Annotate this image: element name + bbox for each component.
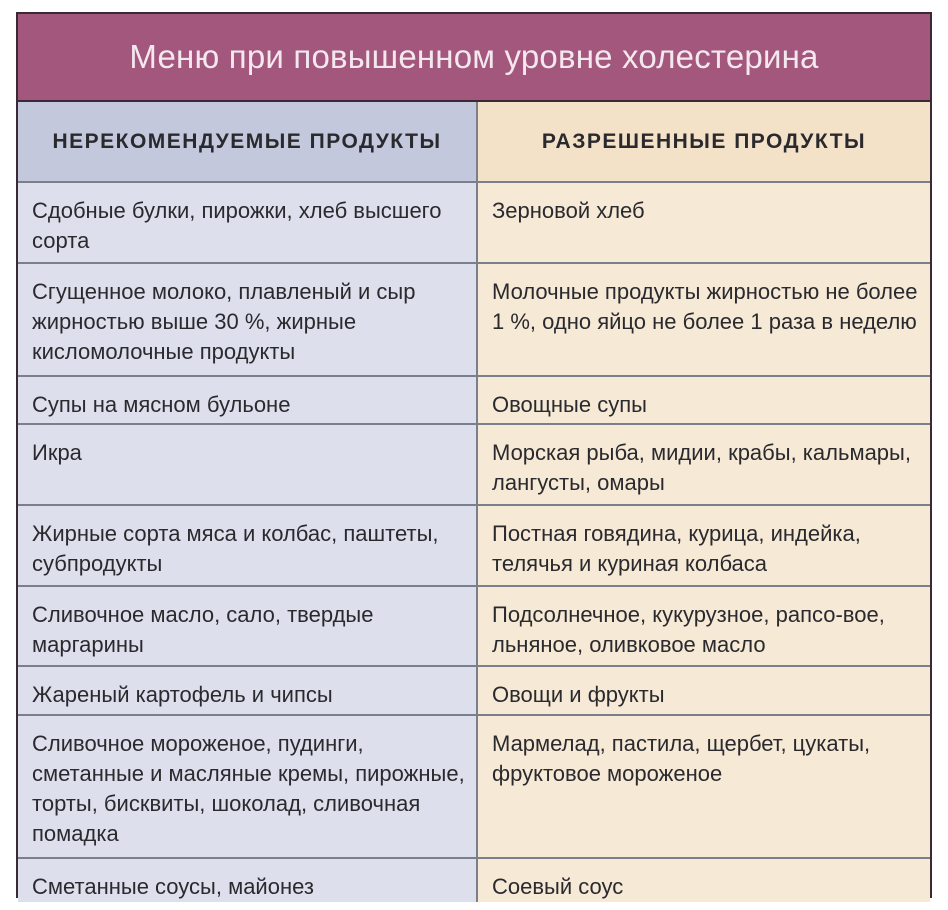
cell-text: Овощи и фрукты bbox=[492, 682, 665, 707]
cell-text: Сгущенное молоко, плавленый и сыр жирностью выше 30 %, жирные кисломолочные продукты bbox=[32, 279, 416, 364]
cell-allowed bbox=[477, 666, 930, 715]
cell-allowed bbox=[477, 858, 930, 902]
table-row bbox=[18, 858, 930, 902]
cell-text: Постная говядина, курица, индейка, телячья и куриная колбаса bbox=[492, 521, 861, 576]
header-allowed: РАЗРЕШЕННЫЕ ПРОДУКТЫ bbox=[477, 102, 930, 182]
products-table bbox=[18, 102, 930, 902]
cell-text: Морская рыба, мидии, крабы, кальмары, лангусты, омары bbox=[492, 440, 911, 495]
cell-not-recommended bbox=[18, 715, 477, 858]
cell-allowed bbox=[477, 182, 930, 263]
cell-text: Сметанные соусы, майонез bbox=[32, 874, 314, 899]
cell-not-recommended bbox=[18, 376, 477, 424]
header-not-recommended: НЕРЕКОМЕНДУЕМЫЕ ПРОДУКТЫ bbox=[18, 102, 477, 182]
cell-text: Сдобные булки, пирожки, хлеб высшего сорта bbox=[32, 198, 442, 253]
cell-text: Супы на мясном бульоне bbox=[32, 392, 291, 417]
cell-not-recommended bbox=[18, 424, 477, 505]
cell-allowed bbox=[477, 424, 930, 505]
cell-allowed bbox=[477, 586, 930, 666]
table-header-row bbox=[18, 102, 930, 182]
cell-allowed bbox=[477, 505, 930, 586]
cell-text: Соевый соус bbox=[492, 874, 624, 899]
cell-text: Зерновой хлеб bbox=[492, 198, 645, 223]
table-row bbox=[18, 424, 930, 505]
cell-not-recommended bbox=[18, 666, 477, 715]
cell-not-recommended bbox=[18, 505, 477, 586]
table-row bbox=[18, 505, 930, 586]
cell-allowed bbox=[477, 376, 930, 424]
menu-table-card bbox=[16, 12, 932, 898]
cell-not-recommended bbox=[18, 263, 477, 376]
cell-text: Жареный картофель и чипсы bbox=[32, 682, 333, 707]
cell-text: Жирные сорта мяса и колбас, паштеты, субпродукты bbox=[32, 521, 439, 576]
cell-text: Сливочное масло, сало, твердые маргарины bbox=[32, 602, 374, 657]
cell-text: Овощные супы bbox=[492, 392, 647, 417]
cell-text: Икра bbox=[32, 440, 82, 465]
table-row bbox=[18, 715, 930, 858]
cell-allowed bbox=[477, 263, 930, 376]
table-row bbox=[18, 376, 930, 424]
cell-text: Подсолнечное, кукурузное, рапсо-вое, льняное, оливковое масло bbox=[492, 602, 885, 657]
table-row bbox=[18, 263, 930, 376]
table-row bbox=[18, 666, 930, 715]
table-row bbox=[18, 586, 930, 666]
cell-text: Сливочное мороженое, пудинги, сметанные и масляные кремы, пирожные, торты, бисквиты, шоколад, сливочная помадка bbox=[32, 731, 465, 846]
cell-text: Молочные продукты жирностью не более 1 %, одно яйцо не более 1 раза в неделю bbox=[492, 279, 918, 334]
cell-allowed bbox=[477, 715, 930, 858]
cell-not-recommended bbox=[18, 182, 477, 263]
cell-text: Мармелад, пастила, щербет, цукаты, фруктовое мороженое bbox=[492, 731, 871, 786]
table-row bbox=[18, 182, 930, 263]
cell-not-recommended bbox=[18, 586, 477, 666]
table-title: Меню при повышенном уровне холестерина bbox=[18, 14, 930, 102]
cell-not-recommended bbox=[18, 858, 477, 902]
